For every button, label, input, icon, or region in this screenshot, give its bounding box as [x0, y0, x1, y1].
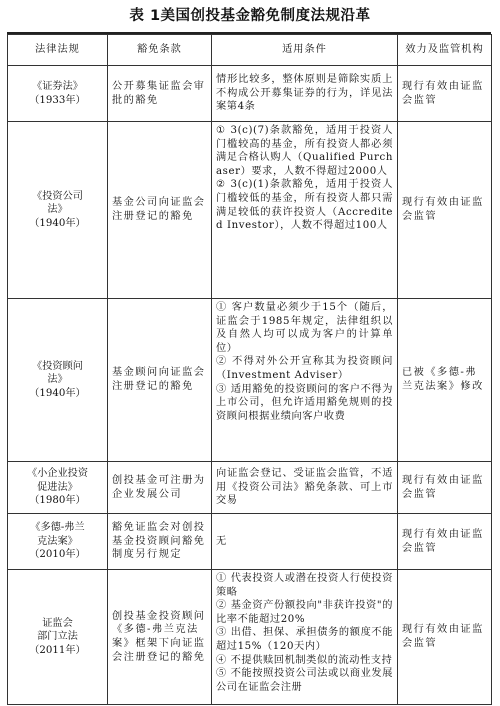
exemption-cell: 公开募集证监会审批的豁免 [108, 66, 212, 122]
table-row [8, 514, 492, 570]
status-cell: 现行有效由证监会监管 [398, 66, 492, 122]
condition-item: ③ 适用豁免的投资顾问的客户不得为上市公司，但允许适用豁免规则的投资顾问根据业绩向客户收费 [216, 383, 393, 422]
condition-item: 情形比较多，整体原则是筛除实质上不构成公开募集证券的行为，详见法案第4条 [216, 74, 393, 113]
conditions-cell [212, 514, 398, 570]
exemption-cell: 创投基金可注册为企业发展公司 [108, 462, 212, 514]
header-exemption: 豁免条款 [108, 35, 212, 66]
condition-item: ① 代表投资人或潜在投资人行使投资策略 [216, 573, 393, 598]
condition-item: ② 3(c)(1)条款豁免，适用于投资人门槛较低的基金，所有投资人都只需满足较低的获许投资人（Accredited Investor），人数不得超过100人 [216, 179, 393, 232]
table-row [8, 462, 492, 514]
condition-item: ⑤ 不能按照投资公司法或以商业发展公司在证监会注册 [216, 668, 393, 693]
table-title: 表 1美国创投基金豁免制度法规沿革 [129, 8, 371, 24]
condition-item: ④ 不提供赎回机制类似的流动性支持 [216, 654, 393, 666]
status-cell: 现行有效由证监会监管 [398, 122, 492, 299]
table-row [8, 66, 492, 122]
condition-item: 向证监会登记、受证监会监管，不适用《投资公司法》豁免条款、可上市交易 [216, 468, 393, 507]
conditions-cell [212, 66, 398, 122]
condition-item: ① 客户数量必须少于15个（随后，证监会于1985年规定，法律组织以及自然人均可以成为客户的计算单位） [216, 302, 393, 354]
law-cell: 《多德-弗兰 克法案》 （2010年） [8, 514, 108, 570]
exemption-cell: 基金顾问向证监会注册登记的豁免 [108, 299, 212, 462]
status-cell: 现行有效由证监会监管 [398, 514, 492, 570]
conditions-cell [212, 570, 398, 705]
status-cell: 已被《多德-弗兰克法案》修改 [398, 299, 492, 462]
law-cell: 《投资顾问 法》 （1940年） [8, 299, 108, 462]
header-row [8, 35, 492, 66]
exemption-cell: 基金公司向证监会注册登记的豁免 [108, 122, 212, 299]
exemption-cell: 豁免证监会对创投基金投资顾问豁免制度另行规定 [108, 514, 212, 570]
status-cell: 现行有效由证监会监管 [398, 570, 492, 705]
conditions-cell [212, 462, 398, 514]
conditions-cell [212, 122, 398, 299]
header-status: 效力及监管机构 [398, 35, 492, 66]
conditions-cell [212, 299, 398, 462]
table-row [8, 122, 492, 299]
header-law: 法律法规 [8, 35, 108, 66]
condition-item: 无 [216, 535, 227, 547]
condition-item: ② 不得对外公开宣称其为投资顾问（Investment Adviser） [216, 356, 393, 381]
condition-item: ② 基金资产份额投向"非获许投资"的比率不能超过20% [216, 600, 393, 625]
condition-item: ① 3(c)(7)条款豁免，适用于投资人门槛较高的基金，所有投资人都必须满足合格认购人（Qualified Purchaser）要求，人数不得超过2000人 [216, 125, 393, 177]
header-conditions: 适用条件 [212, 35, 398, 66]
table-row [8, 570, 492, 705]
table-row [8, 299, 492, 462]
law-cell: 《小企业投资 促进法》 （1980年） [8, 462, 108, 514]
law-cell: 《证券法》 （1933年） [8, 66, 108, 122]
condition-item: ③ 出借、担保、承担债务的额度不能超过15%（120天内） [216, 627, 393, 652]
status-cell: 现行有效由证监会监管 [398, 462, 492, 514]
exemption-cell: 创投基金投资顾问《多德-弗兰克法案》框架下向证监会注册登记的豁免 [108, 570, 212, 705]
law-cell: 《投资公司 法》 （1940年） [8, 122, 108, 299]
regulation-table [7, 34, 492, 705]
law-cell: 证监会 部门立法 （2011年） [8, 570, 108, 705]
